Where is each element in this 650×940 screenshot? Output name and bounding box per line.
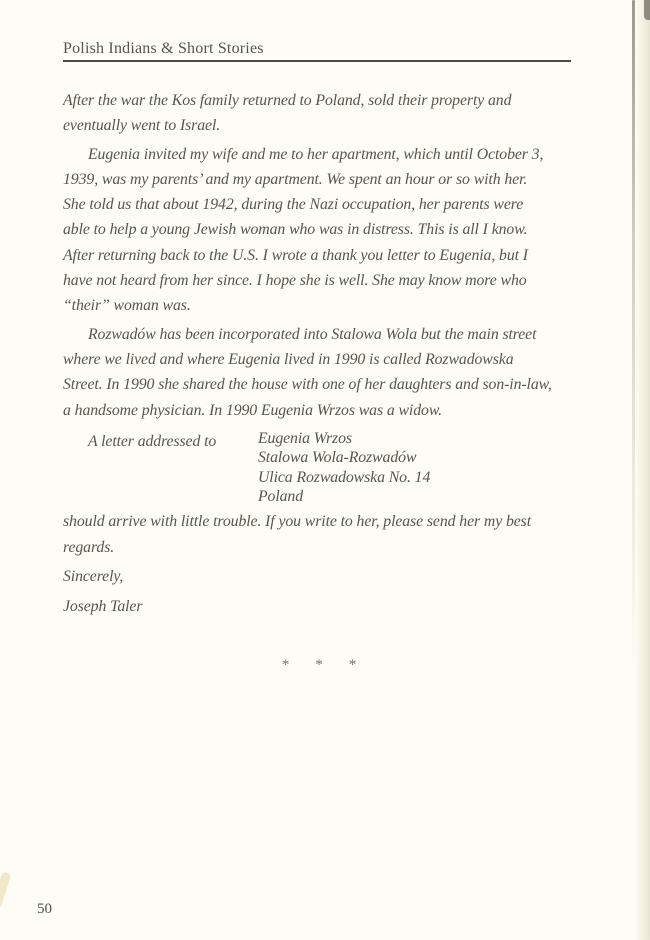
text-line: where we lived and where Eugenia lived in 1990 is called Rozwadowska (63, 350, 514, 368)
text-line: should arrive with little trouble. If you write to her, please send her my best (63, 513, 531, 531)
text-line: After returning back to the U.S. I wrote a thank you letter to Eugenia, but I (63, 246, 528, 264)
address-lines (258, 429, 430, 507)
section-separator (63, 653, 575, 678)
scan-artifact-streak (0, 871, 11, 908)
paragraph (63, 88, 575, 139)
text-line: have not heard from her since. I hope she is well. She may know more who (63, 272, 527, 290)
address-line: Poland (258, 488, 304, 506)
letter-address-block (63, 429, 575, 507)
page-content (63, 88, 575, 678)
letter-lead-text: A letter addressed to (88, 432, 217, 450)
address-line: Stalowa Wola-Rozwadów (258, 449, 417, 467)
closing-salutation: Sincerely, (63, 568, 124, 586)
text-line: Street. In 1990 she shared the house with one of her daughters and son-in-law, (63, 376, 552, 394)
asterisk-glyph: * (348, 656, 357, 673)
page-curve-shading (635, 0, 650, 940)
text-line: a handsome physician. In 1990 Eugenia Wrzos was a widow. (63, 401, 442, 419)
text-line: able to help a young Jewish woman who was in distress. This is all I know. (63, 221, 528, 239)
text-line: “their” woman was. (63, 297, 191, 315)
address-line: Ulica Rozwadowska No. 14 (258, 468, 431, 486)
text-line: After the war the Kos family returned to Poland, sold their property and (63, 92, 512, 109)
text-line: eventually went to Israel. (63, 117, 221, 135)
address-line: Eugenia Wrzos (258, 429, 352, 447)
text-line: regards. (63, 538, 115, 556)
text-line: She told us that about 1942, during the Nazi occupation, her parents were (63, 196, 524, 214)
page-edge-line (632, 0, 635, 677)
paragraph (63, 322, 575, 423)
text-line: 1939, was my parents’ and my apartment. We spent an hour or so with her. (63, 170, 528, 188)
corner-smudge (644, 0, 650, 20)
text-line: Rozwadów has been incorporated into Stalowa Wola but the main street (88, 325, 537, 343)
header-rule (63, 60, 571, 62)
running-header: Polish Indians & Short Stories (63, 40, 264, 57)
closing-signature: Joseph Taler (63, 598, 143, 616)
after-address-paragraph (63, 509, 575, 560)
asterisk-glyph: * (315, 656, 323, 673)
text-line: Eugenia invited my wife and me to her apartment, which until October 3, (88, 145, 544, 163)
page-number: 50 (37, 901, 52, 917)
body-paragraphs (63, 88, 575, 423)
paragraph (63, 142, 575, 319)
asterisk-glyph: * (281, 656, 290, 673)
